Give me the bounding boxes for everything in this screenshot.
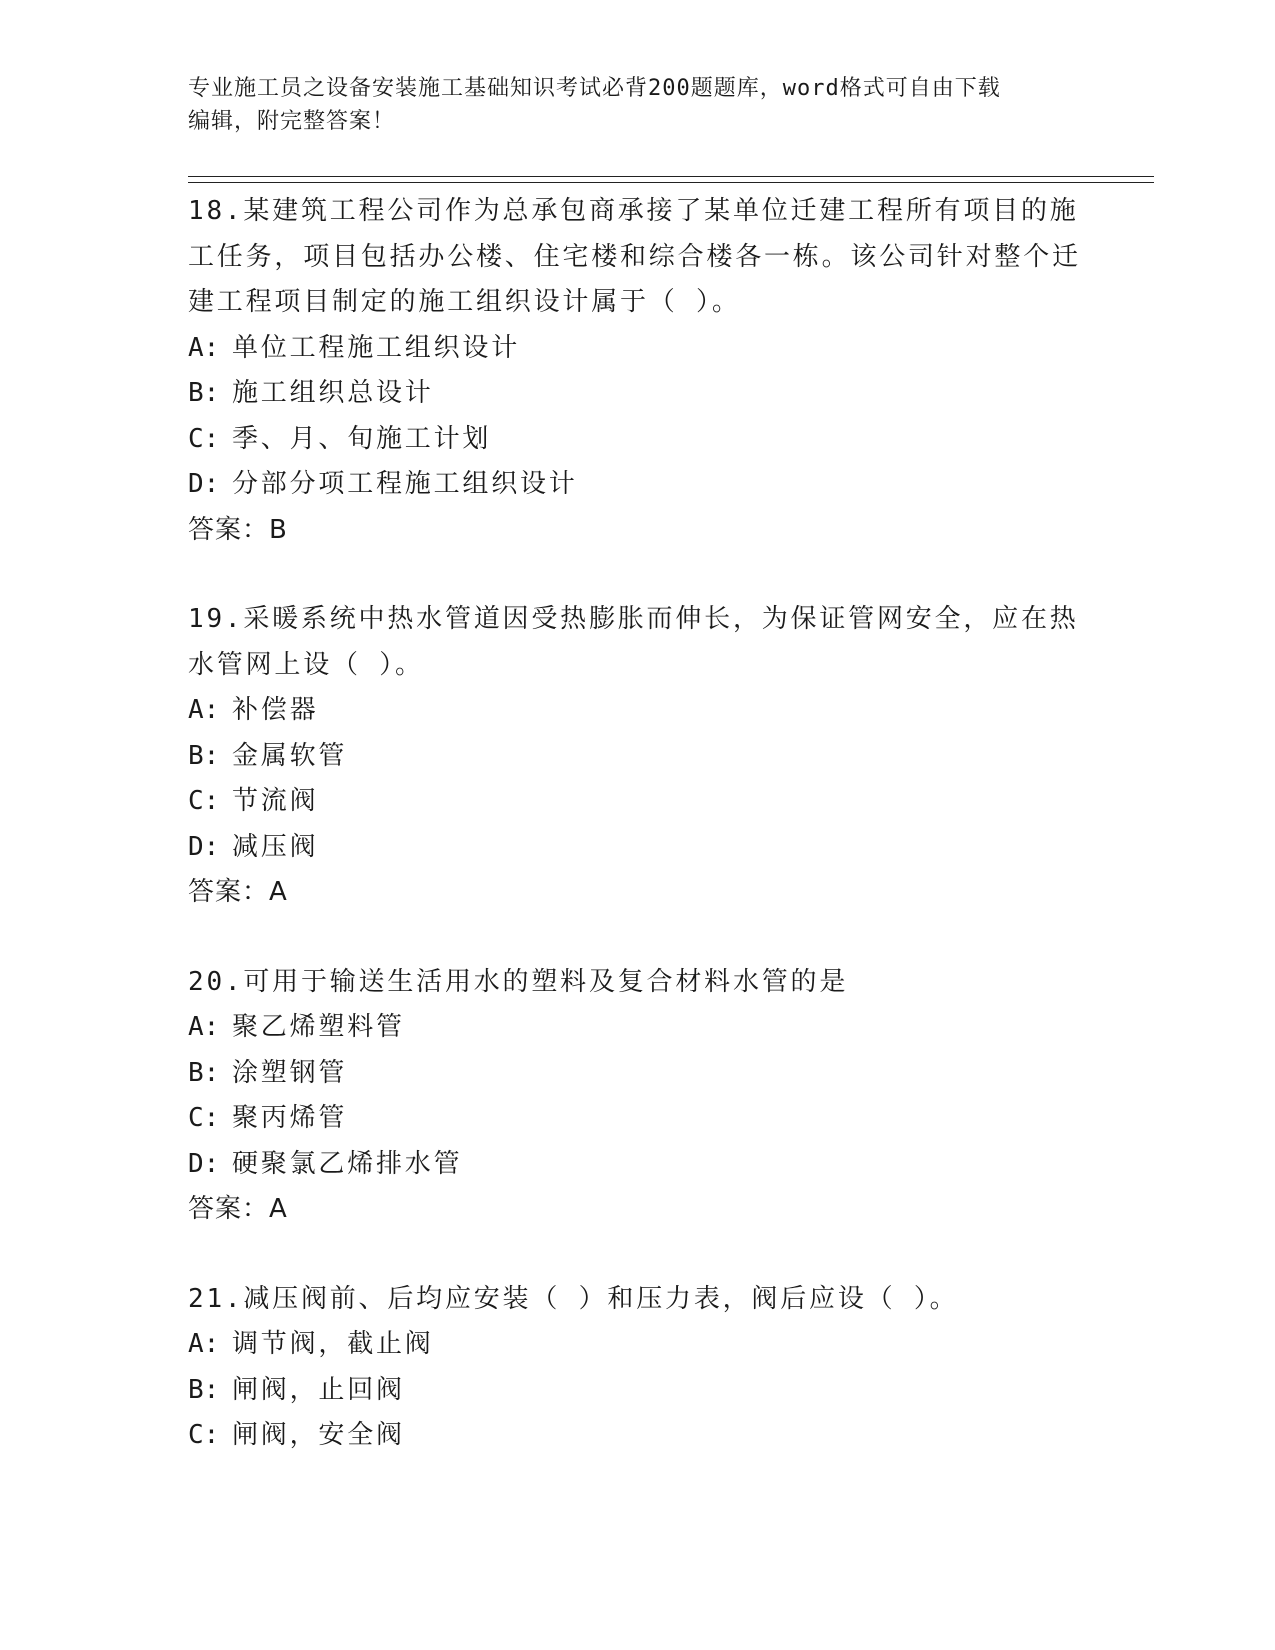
option-letter: D:	[188, 831, 220, 862]
option-text: 闸阀，止回阀	[232, 1374, 405, 1405]
option-c	[188, 1096, 1088, 1142]
option-text: 调节阀，截止阀	[232, 1329, 434, 1359]
option-d	[188, 1142, 1088, 1188]
option-text: 闸阀，安全阀	[232, 1420, 405, 1450]
option-letter: A:	[188, 332, 220, 363]
option-letter: B:	[188, 1374, 220, 1405]
option-letter: C:	[188, 423, 220, 454]
header-divider-bottom	[188, 182, 1154, 183]
option-b	[188, 1051, 1088, 1097]
option-letter: A:	[188, 1012, 220, 1042]
option-text: 分部分项工程施工组织设计	[232, 469, 578, 499]
option-d	[188, 825, 1088, 871]
question-text: 20.可用于输送生活用水的塑料及复合材料水管的是	[188, 966, 849, 997]
option-letter: B:	[188, 1057, 220, 1088]
question-text: 19.采暖系统中热水管道因受热膨胀而伸长，为保证管网安全，应在热水管网上设（ ）。	[188, 604, 1079, 680]
option-letter: A:	[188, 1329, 220, 1359]
option-text: 季、月、旬施工计划	[232, 423, 492, 454]
option-text: 聚乙烯塑料管	[232, 1012, 405, 1042]
option-a	[188, 1005, 1088, 1051]
option-text: 补偿器	[232, 695, 319, 725]
option-text: 施工组织总设计	[232, 378, 434, 408]
option-b	[188, 1368, 1088, 1414]
option-d	[188, 462, 1088, 508]
option-b	[188, 734, 1088, 780]
option-text: 单位工程施工组织设计	[232, 332, 521, 363]
option-c	[188, 1413, 1088, 1459]
option-text: 减压阀	[232, 831, 319, 862]
answer: 答案：A	[188, 877, 288, 907]
option-b	[188, 371, 1088, 417]
option-text: 聚丙烯管	[232, 1103, 348, 1133]
question-spacer	[188, 1233, 1088, 1277]
option-letter: D:	[188, 1148, 220, 1179]
question-text: 18.某建筑工程公司作为总承包商承接了某单位迁建工程所有项目的施工任务，项目包括办公楼、住宅楼和综合楼各一栋。该公司针对整个迁建工程项目制定的施工组织设计属于（ ）。	[188, 196, 1081, 317]
question-spacer	[188, 553, 1088, 597]
option-letter: C:	[188, 1103, 220, 1133]
question-18	[188, 189, 1088, 553]
question-list	[188, 189, 1088, 1459]
option-text: 金属软管	[232, 740, 348, 771]
question-20	[188, 960, 1088, 1233]
option-letter: D:	[188, 469, 220, 499]
question-spacer	[188, 916, 1088, 960]
option-text: 节流阀	[232, 786, 319, 816]
option-letter: A:	[188, 695, 220, 725]
option-letter: B:	[188, 378, 220, 408]
header-line-2: 编辑，附完整答案！	[188, 109, 396, 134]
option-a	[188, 1322, 1088, 1368]
option-text: 硬聚氯乙烯排水管	[232, 1148, 463, 1179]
option-a	[188, 688, 1088, 734]
question-21	[188, 1277, 1088, 1459]
option-letter: C:	[188, 786, 220, 816]
option-letter: C:	[188, 1420, 220, 1450]
option-letter: B:	[188, 740, 220, 771]
option-text: 涂塑钢管	[232, 1057, 348, 1088]
question-19	[188, 597, 1088, 916]
document-header	[188, 72, 1088, 138]
question-text: 21.减压阀前、后均应安装（ ）和压力表，阀后应设（ ）。	[188, 1283, 959, 1314]
option-c	[188, 417, 1088, 463]
answer: 答案：A	[188, 1194, 288, 1224]
header-line-1: 专业施工员之设备安装施工基础知识考试必背200题题库，word格式可自由下载	[188, 76, 1001, 101]
option-c	[188, 779, 1088, 825]
header-divider-top	[188, 176, 1154, 177]
option-a	[188, 326, 1088, 372]
answer: 答案：B	[188, 514, 288, 545]
